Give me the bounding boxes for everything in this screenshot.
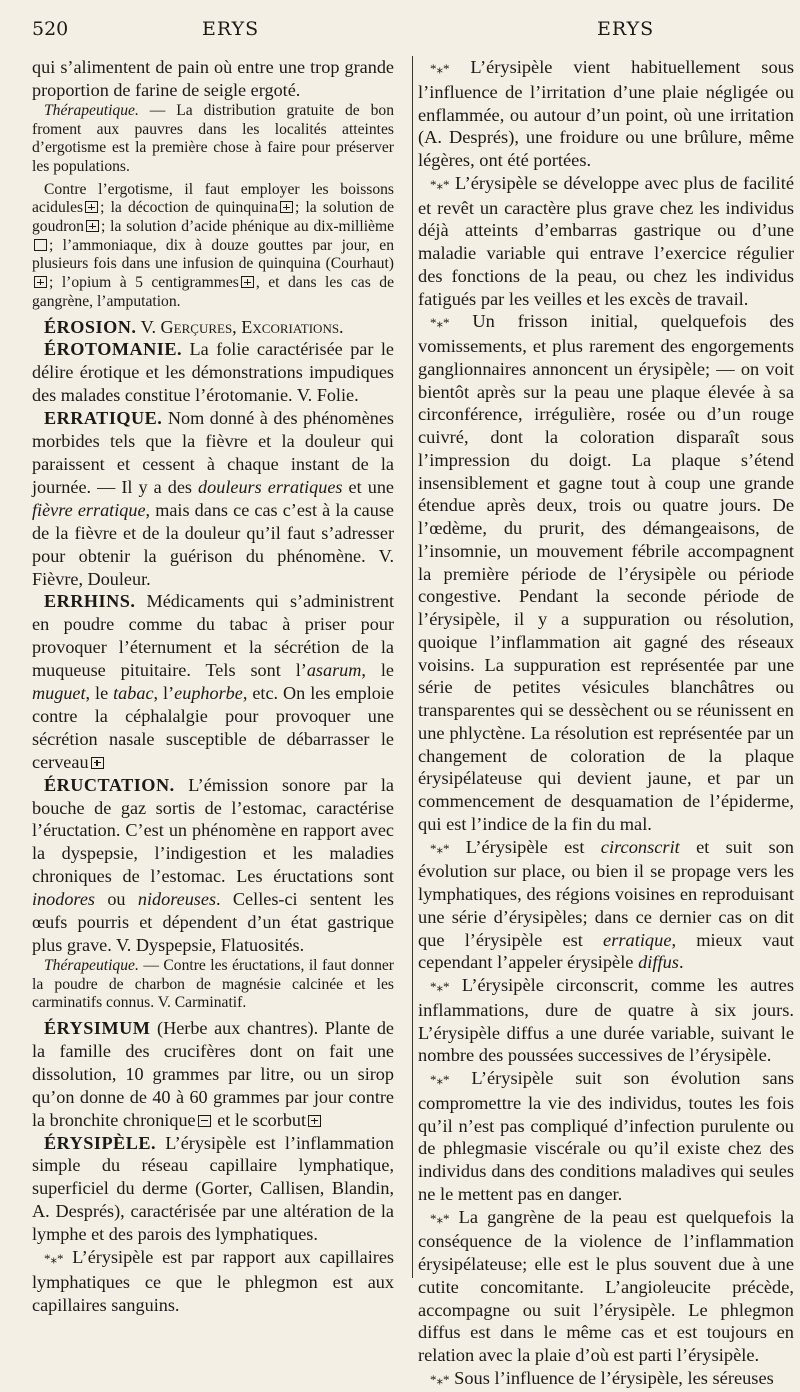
paragraph: *⁎* L’érysipèle circonscrit, comme les autres inflammations, dure de quatre à six jours. L’érysipèle diffus a une durée variable, suivant le nombre des poussées successives de l’érysipèle.	[418, 975, 794, 1066]
headword: ÉROTOMANIE.	[44, 339, 183, 360]
asterism: *⁎*	[430, 315, 450, 331]
asterism: *⁎*	[430, 61, 450, 76]
boxed-plus-icon	[85, 201, 98, 213]
asterism: *⁎*	[430, 979, 450, 994]
entry-errhins: ERRHINS. Médicaments qui s’administrent en poudre comme du tabac à priser pour provoquer l’éternument et la sécrétion de la muqueuse pituitaire. Tels sont l’asarum, le muguet, le tabac, l’euphorbe, etc. On les emploie contre la céphalalgie pour provoquer une sécrétion nasale susceptible de débarrasser le cerveau	[32, 591, 394, 772]
empty-box-icon	[34, 239, 47, 251]
entry-continuation: qui s’alimentent de pain où entre une trop grande proportion de farine de seigle ergoté.	[32, 57, 394, 100]
boxed-plus-icon	[241, 276, 254, 288]
headword: ÉROSION.	[44, 316, 137, 337]
boxed-plus-icon	[280, 201, 293, 213]
paragraph: *⁎* La gangrène de la peau est quelquefois la conséquence de la violence de l’inflammation érysipélateuse; elle est le plus souvent due à une cutite concomitante. L’angioleucite précède, accompagne ou suit l’érysipèle. Le phlegmon diffus est dans le même cas et est toujours en relation avec la plaie d’où est parti l’érysipèle.	[418, 1206, 794, 1365]
entry-erosion: ÉROSION. V. Gerçures, Excoriations.	[44, 316, 344, 337]
page-header	[32, 18, 788, 48]
right-column	[418, 56, 794, 1392]
headword: ERRATIQUE.	[44, 408, 163, 429]
boxed-plus-icon	[91, 757, 104, 769]
boxed-plus-icon	[34, 276, 47, 288]
paragraph: *⁎* Un frisson initial, quelquefois des vomissements, et plus rarement des engorgements ganglionnaires annoncent un érysipèle; — on voit bientôt après sur la peau une plaque élevée à sa circonférence, irrégulière, rosée ou d’un rouge cuivré, dont la coloration disparaît sous l’impression du doigt. La plaque s’étend insensiblement et gagne tout à coup une grande étendue après deux, trois ou quatre jours. De l’œdème, du prurit, des démangeaisons, de l’insomnie, un mouvement fébrile accompagnent la première période de l’érysipèle ou période congestive. Pendant la seconde période de l’érysipèle, il y a suppuration ou résolution, quoique l’inflammation ait gagné des réseaux voisins. La suppuration est représentée par une série de petites vésicules blanchâtres ou transparentes qui se dessèchent ou se réunissent en une phlyctène. La résolution est représentée par un changement de coloration de la plaque érysipélateuse qui devient jaune, et par un commencement de desquamation de l’épiderme, qui est l’indice de la fin du mal.	[418, 311, 794, 834]
boxed-minus-icon	[198, 1115, 211, 1127]
headword: ÉRYSIPÈLE.	[44, 1132, 157, 1153]
paragraph: *⁎* L’érysipèle vient habituellement sous l’influence de l’irritation d’une plaie négligée ou enflammée, ou autour d’un point, où une irritation (A. Després), une froidure ou une brûlure, même légères, ont été portées.	[418, 57, 794, 170]
paragraph: *⁎* L’érysipèle se développe avec plus de facilité et revêt un caractère plus grave chez les individus déjà atteints d’embarras gastrique ou d’une maladie variable qui entrave l’exercice régulier des fonctions de la peau, ou chez les individus fatigués par les veilles et les excès de travail.	[418, 172, 794, 309]
entry-eructation: ÉRUCTATION. L’émission sonore par la bouche de gaz sortis de l’estomac, caractérise l’éructation. C’est un phénomène en rapport avec la dyspepsie, l’indigestion et les maladies chroniques de l’estomac. Les éructations sont inodores ou nidoreuses. Celles-ci sentent les œufs pourris et dépendent d’un état gastrique plus grave. V. Dyspepsie, Flatuosités.	[32, 774, 394, 956]
headword: ERRHINS.	[44, 591, 136, 612]
asterism: *⁎*	[430, 176, 450, 192]
therapy-note-eructation: Thérapeutique. — Contre les éructations, il faut donner la poudre de charbon de magnésie calcinée et les carminatifs connus. V. Carminatif.	[32, 956, 394, 1012]
entry-erratique: ERRATIQUE. Nom donné à des phénomènes morbides tels que la fièvre et la douleur qui paraissent et cessent à chaque instant de la journée. — Il y a des douleurs erratiques et une fièvre erratique, mais dans ce cas c’est à la cause de la fièvre et de la douleur qu’il faut s’adresser pour obtenir la guérison du phénomène. V. Fièvre, Douleur.	[32, 408, 394, 589]
entry-erysimum: ÉRYSIMUM (Herbe aux chantres). Plante de la famille des crucifères dont on fait une dissolution, 10 grammes par litre, ou un sirop qu’on donne de 40 à 60 grammes par jour contre la bronchite chronique et le scorbut	[32, 1018, 394, 1130]
asterism: *⁎*	[430, 1210, 450, 1226]
headword: ÉRUCTATION.	[44, 774, 175, 795]
therapy-note: Thérapeutique. — La distribution gratuite de bon froment aux pauvres dans les localités atteintes d’ergotisme est la première chose à faire pour préserver les populations.	[32, 101, 394, 175]
running-head-right: ERYS	[597, 18, 655, 40]
page-number: 520	[32, 18, 69, 40]
asterism: *⁎*	[430, 840, 450, 856]
paragraph: *⁎* L’érysipèle est circonscrit et suit son évolution sur place, ou bien il se propage vers les lymphatiques, des régions voisines en reproduisant une série d’érysipèles; dans ce dernier cas on dit que l’érysipèle est erratique, mieux vaut cependant l’appeler érysipèle diffus.	[418, 836, 794, 973]
entry-erysipele: ÉRYSIPÈLE. L’érysipèle est l’inflammation simple du réseau capillaire lymphatique, superficiel du derme (Gorter, Callisen, Blandin, A. Després), caractérisée par une altération de la lymphe et des parois des lymphatiques.	[32, 1132, 394, 1245]
boxed-plus-icon	[86, 220, 99, 232]
asterism: *⁎*	[430, 1371, 450, 1387]
entry-erysipele-note: *⁎* L’érysipèle est par rapport aux capillaires lymphatiques ce que le phlegmon est aux capillaires sanguins.	[32, 1247, 394, 1315]
therapy-note-ergotism: Contre l’ergotisme, il faut employer les boissons acidules ; la décoction de quinquina ; la solution de goudron ; la solution d’acide phénique au dix-millième; l’ammoniaque, dix à douze gouttes par jour, en plusieurs fois dans une infusion de quinquina (Courhaut); l’opium à 5 centigrammes , et dans les cas de gangrène, l’amputation.	[32, 180, 394, 310]
boxed-plus-icon	[308, 1115, 321, 1127]
paragraph: *⁎* Sous l’influence de l’érysipèle, les séreuses	[430, 1367, 774, 1388]
running-head-left: ERYS	[202, 18, 260, 40]
headword: ÉRYSIMUM	[44, 1018, 151, 1039]
asterism: *⁎*	[44, 1251, 64, 1267]
left-column	[32, 56, 394, 1317]
column-divider	[412, 56, 413, 1278]
paragraph: *⁎* L’érysipèle suit son évolution sans compromettre la vie des individus, toutes les fois qu’il n’est pas compliqué d’infection purulente ou de phlegmasie viscérale ou qu’il existe chez des individus dans des conditions maladives qui seules ne le mettent pas en danger.	[418, 1068, 794, 1204]
asterism: *⁎*	[430, 1072, 450, 1087]
entry-erotomanie: ÉROTOMANIE. La folie caractérisée par le délire érotique et les démonstrations impudiques des malades constitue l’érotomanie. V. Folie.	[32, 339, 394, 406]
